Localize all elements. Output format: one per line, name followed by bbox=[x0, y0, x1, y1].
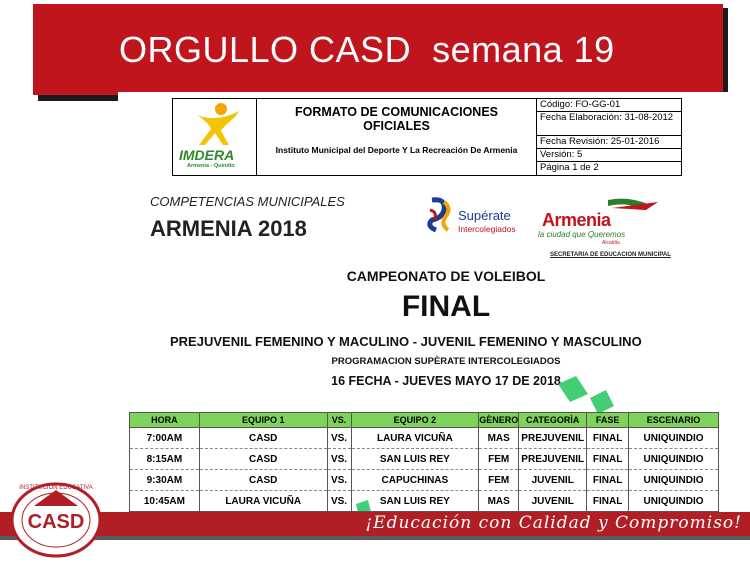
cell-vs: VS. bbox=[327, 428, 351, 449]
cell-categoria: JUVENIL bbox=[519, 470, 587, 491]
categories-heading: PREJUVENIL FEMENINO Y MACULINO - JUVENIL FEMENINO Y MASCULINO bbox=[170, 334, 642, 349]
table-row bbox=[130, 491, 719, 512]
header-version: Versión: 5 bbox=[537, 149, 681, 162]
slide-title: ORGULLO CASD semana 19 bbox=[119, 28, 615, 70]
cell-hora: 10:45AM bbox=[130, 491, 200, 512]
document-header-table bbox=[172, 98, 682, 176]
cell-fase: FINAL bbox=[587, 470, 629, 491]
cell-escenario: UNIQUINDIO bbox=[629, 470, 719, 491]
cell-equipo-2: SAN LUIS REY bbox=[351, 449, 479, 470]
casd-seal-icon bbox=[8, 476, 104, 558]
schedule-table bbox=[129, 412, 719, 512]
title-banner bbox=[33, 4, 723, 95]
table-header-row bbox=[130, 413, 719, 428]
superate-logo-icon bbox=[424, 196, 458, 234]
seal-casd-text: CASD bbox=[27, 511, 85, 533]
seal-ring-text: INSTITUCIÓN EDUCATIVA bbox=[19, 485, 93, 491]
cell-equipo-2: LAURA VICUÑA bbox=[351, 428, 479, 449]
cell-hora: 7:00AM bbox=[130, 428, 200, 449]
cell-hora: 9:30AM bbox=[130, 470, 200, 491]
armenia-wordmark: Armenia bbox=[542, 210, 611, 230]
final-heading: FINAL bbox=[401, 290, 491, 323]
header-fecha-revision: Fecha Revisión: 25-01-2016 bbox=[537, 136, 681, 149]
column-header: EQUIPO 2 bbox=[351, 413, 479, 428]
footer-stripe bbox=[0, 536, 750, 540]
column-header: CATEGORÌA bbox=[519, 413, 587, 428]
cell-equipo-1: CASD bbox=[199, 428, 327, 449]
superate-subtitle: Intercolegiados bbox=[458, 224, 516, 234]
cell-vs: VS. bbox=[327, 449, 351, 470]
campeonato-heading: CAMPEONATO DE VOLEIBOL bbox=[346, 268, 546, 284]
cell-escenario: UNIQUINDIO bbox=[629, 449, 719, 470]
header-fecha-elaboracion: Fecha Elaboración: 31-08-2012 bbox=[537, 112, 681, 136]
cell-vs: VS. bbox=[327, 491, 351, 512]
superate-wordmark: Supérate bbox=[458, 208, 511, 223]
armenia-year-label: ARMENIA 2018 bbox=[150, 216, 307, 241]
imdera-figure-icon bbox=[187, 101, 247, 147]
header-institution: Instituto Municipal del Deporte Y La Recreación De Armenia bbox=[275, 145, 518, 155]
imdera-subtitle: Armenia - Quindío bbox=[187, 163, 235, 169]
imdera-logo bbox=[173, 99, 257, 175]
column-header: HORA bbox=[130, 413, 200, 428]
cell-fase: FINAL bbox=[587, 428, 629, 449]
cell-escenario: UNIQUINDIO bbox=[629, 491, 719, 512]
cell-equipo-1: LAURA VICUÑA bbox=[199, 491, 327, 512]
header-meta-cell bbox=[537, 99, 681, 175]
cell-genero: FEM bbox=[479, 449, 519, 470]
alcaldia-label: Alcaldía bbox=[602, 240, 620, 246]
cell-genero: MAS bbox=[479, 491, 519, 512]
cell-categoria: JUVENIL bbox=[519, 491, 587, 512]
cell-hora: 8:15AM bbox=[130, 449, 200, 470]
competencias-label: COMPETENCIAS MUNICIPALES bbox=[150, 194, 345, 209]
table-row bbox=[130, 428, 719, 449]
column-header: EQUIPO 1 bbox=[199, 413, 327, 428]
column-header: GÈNERO bbox=[479, 413, 519, 428]
document-sheet bbox=[118, 92, 750, 529]
cell-fase: FINAL bbox=[587, 491, 629, 512]
armenia-slogan: la ciudad que Queremos bbox=[538, 230, 626, 239]
column-header: VS. bbox=[327, 413, 351, 428]
cell-fase: FINAL bbox=[587, 449, 629, 470]
cell-genero: MAS bbox=[479, 428, 519, 449]
cell-equipo-1: CASD bbox=[199, 449, 327, 470]
programacion-heading: PROGRAMACION SUPÈRATE INTERCOLEGIADOS bbox=[331, 356, 561, 367]
header-pagina: Página 1 de 2 bbox=[540, 162, 599, 173]
column-header: FASE bbox=[587, 413, 629, 428]
cell-categoria: PREJUVENIL bbox=[519, 449, 587, 470]
cell-categoria: PREJUVENIL bbox=[519, 428, 587, 449]
table-row bbox=[130, 470, 719, 491]
cell-escenario: UNIQUINDIO bbox=[629, 428, 719, 449]
cell-equipo-1: CASD bbox=[199, 470, 327, 491]
imdera-wordmark: IMDERA bbox=[179, 147, 235, 163]
footer-slogan: ¡Educación con Calidad y Compromiso! bbox=[365, 513, 742, 533]
cell-equipo-2: SAN LUIS REY bbox=[351, 491, 479, 512]
header-title-cell bbox=[257, 99, 537, 175]
cell-vs: VS. bbox=[327, 470, 351, 491]
cell-equipo-2: CAPUCHINAS bbox=[351, 470, 479, 491]
table-row bbox=[130, 449, 719, 470]
cell-genero: FEM bbox=[479, 470, 519, 491]
header-codigo: Código: FO-GG-01 bbox=[537, 99, 681, 112]
secretaria-label: SECRETARIA DE EDUCACION MUNICIPAL bbox=[550, 252, 671, 258]
column-header: ESCENARIO bbox=[629, 413, 719, 428]
fecha-heading: 16 FECHA - JUEVES MAYO 17 DE 2018 bbox=[331, 374, 561, 388]
header-title: FORMATO DE COMUNICACIONES OFICIALES bbox=[294, 105, 498, 133]
